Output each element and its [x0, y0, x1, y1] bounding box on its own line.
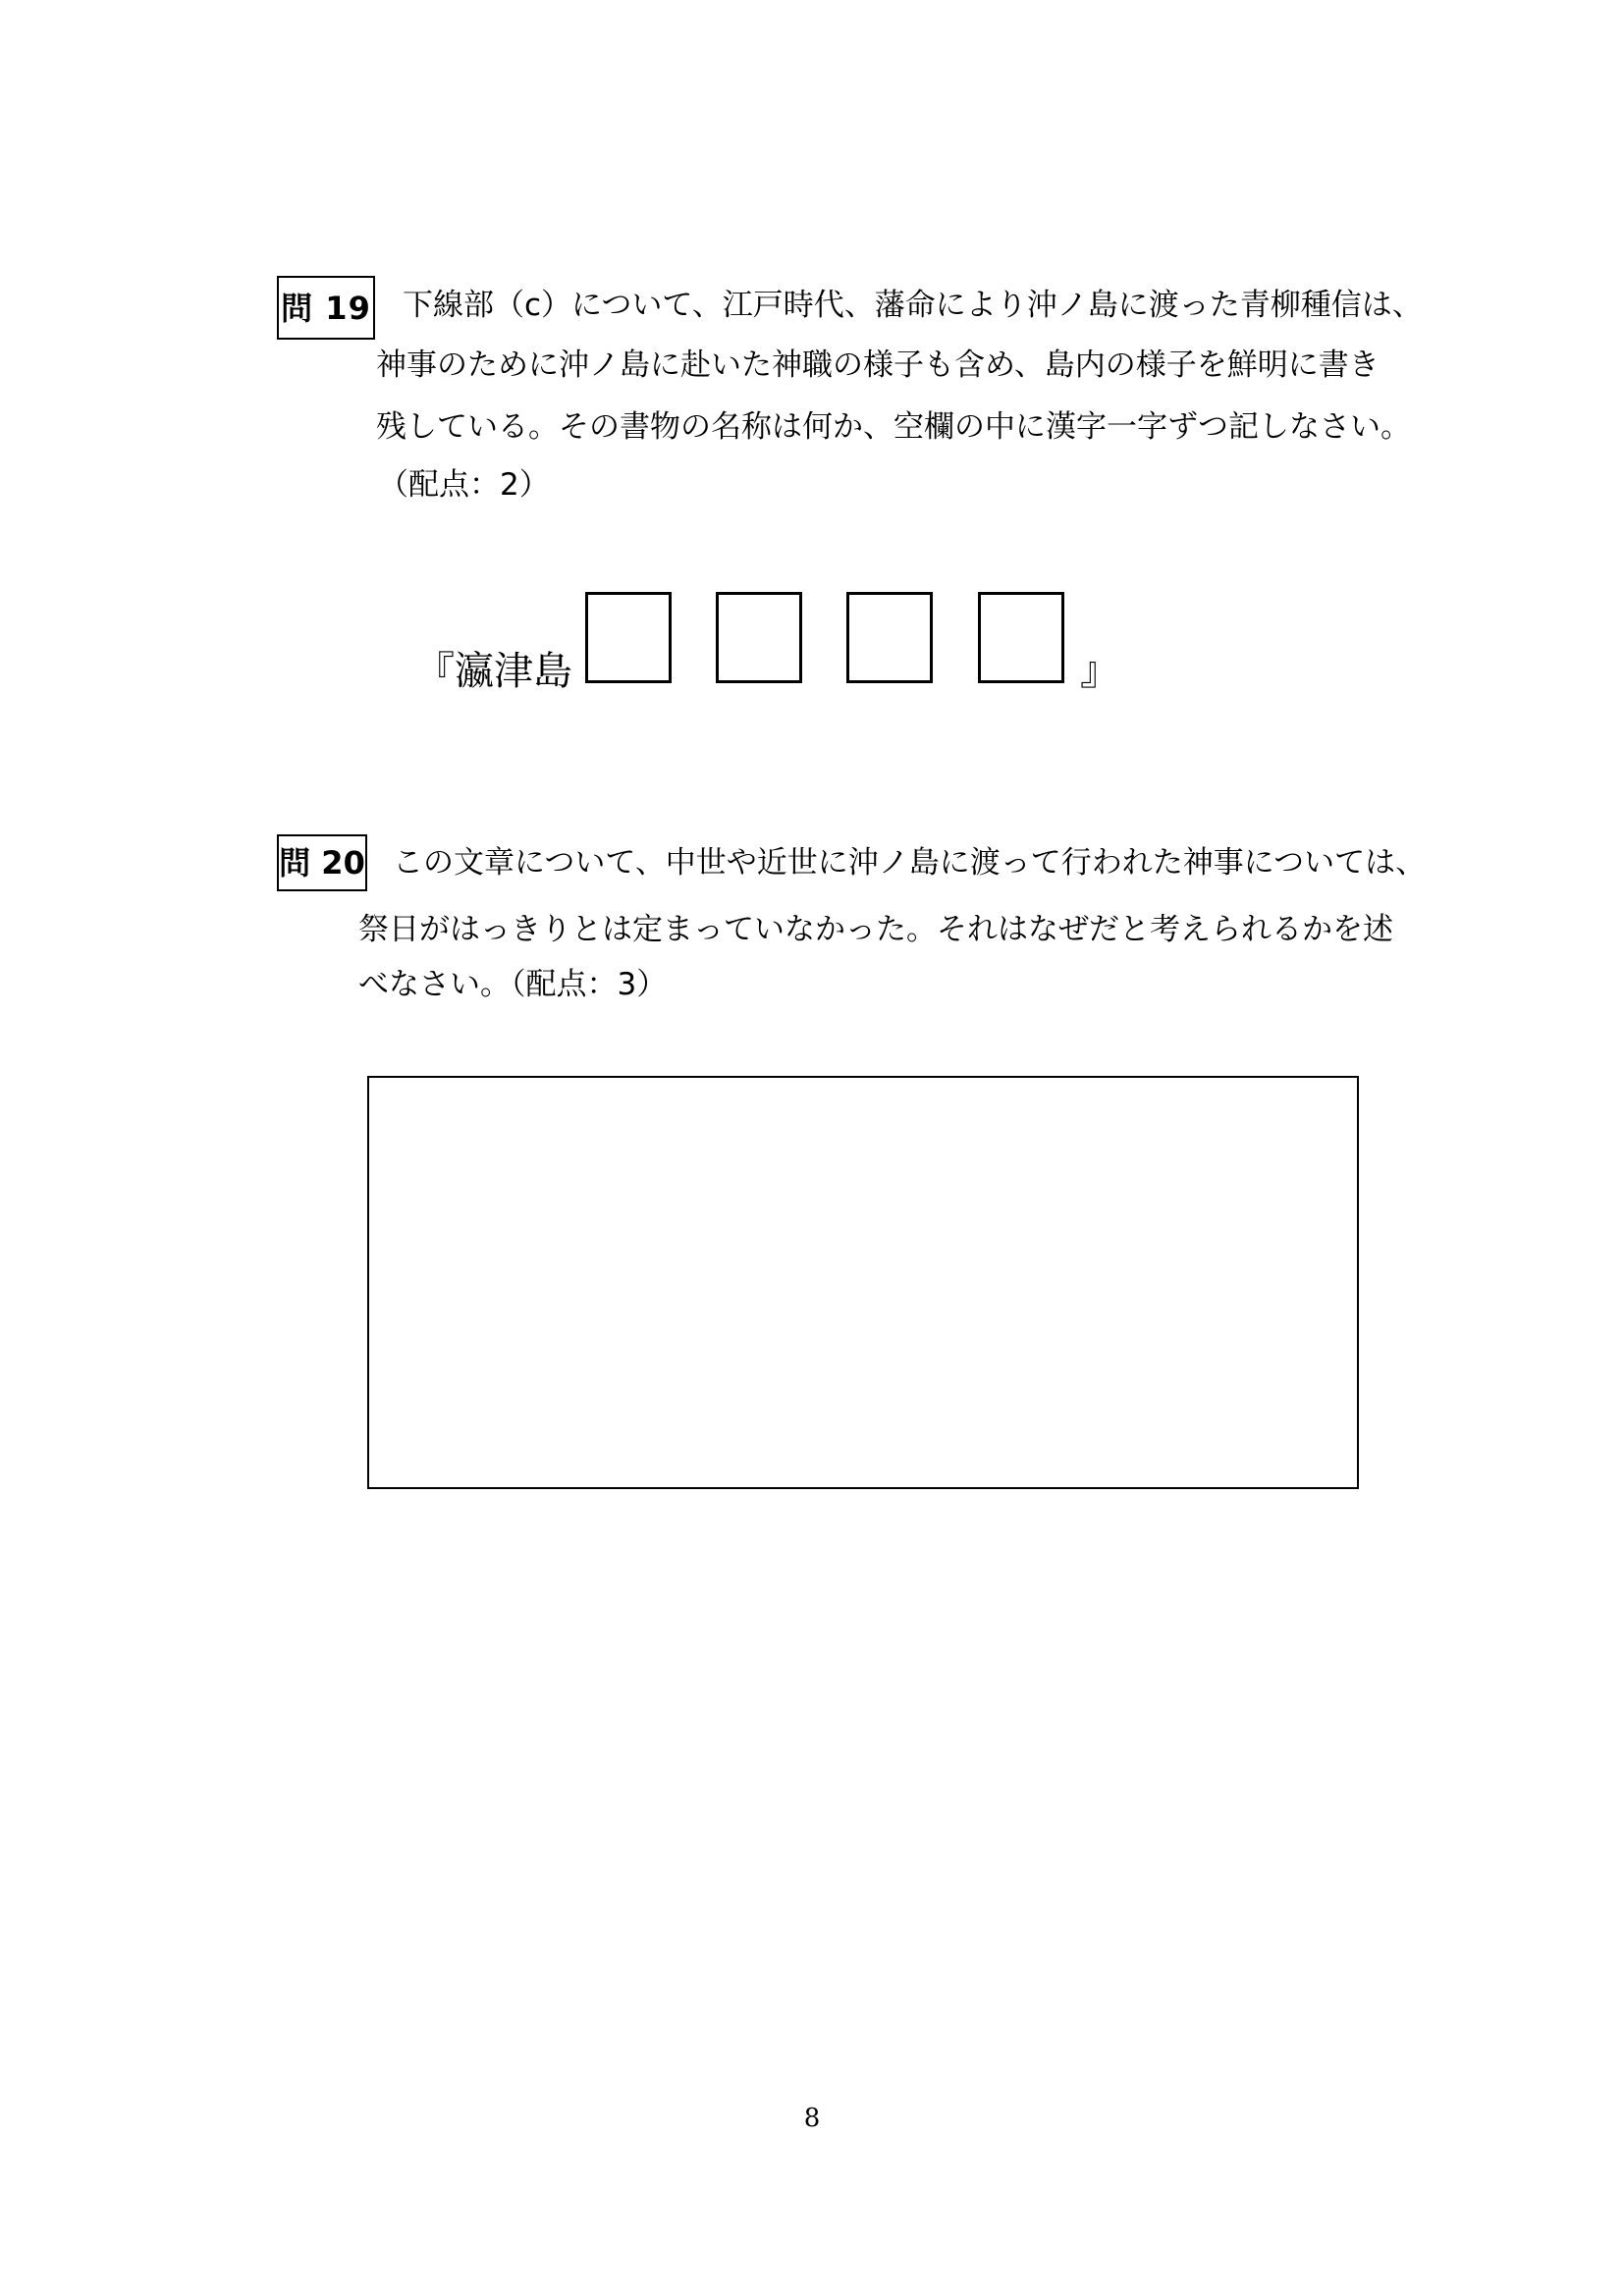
- answer-char-box-4[interactable]: [978, 592, 1064, 683]
- page-number: 8: [803, 2104, 821, 2133]
- question-19-label: 問 19: [277, 276, 375, 340]
- answer-char-box-3[interactable]: [846, 592, 933, 683]
- book-title-prefix: 『瀛津島: [415, 649, 572, 694]
- question-19-text-line-2: 神事のために沖ノ島に赴いた神職の様子も含め、島内の様子を鮮明に書き: [376, 347, 1380, 383]
- book-title-suffix: 』: [1080, 649, 1119, 694]
- question-19-score: （配点：2）: [378, 467, 550, 503]
- answer-text-box[interactable]: [367, 1076, 1359, 1489]
- answer-char-box-2[interactable]: [716, 592, 802, 683]
- question-20-text-line-3: べなさい。（配点：3）: [358, 967, 668, 1002]
- question-19-text-line-3: 残している。その書物の名称は何か、空欄の中に漢字一字ずつ記しなさい。: [376, 409, 1411, 445]
- question-19-text-line-1: 下線部（c）について、江戸時代、藩命により沖ノ島に渡った青柳種信は、: [403, 288, 1423, 323]
- answer-char-box-1[interactable]: [585, 592, 672, 683]
- question-20-label: 問 20: [277, 834, 367, 891]
- question-20-text-line-2: 祭日がはっきりとは定まっていなかった。それはなぜだと考えられるかを述: [358, 912, 1393, 947]
- question-20-text-line-1: この文章について、中世や近世に沖ノ島に渡って行われた神事については、: [393, 845, 1427, 881]
